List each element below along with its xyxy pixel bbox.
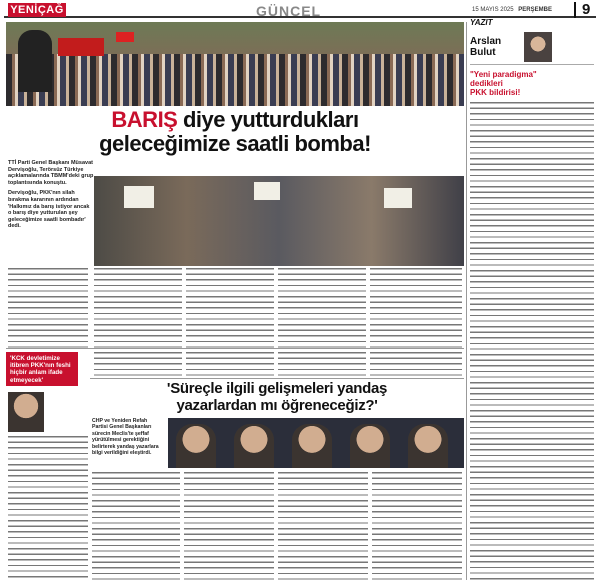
author-photo (524, 32, 552, 62)
red-banner (58, 38, 104, 56)
lead-summary-1: TTİ Parti Genel Başkanı Müsavat Dervişoğlu, Terörsüz Türkiye açıklamalarında TBMM'deki grup toplantısında konuştu. (8, 160, 94, 186)
author-rule (470, 64, 594, 65)
sub-headline (90, 380, 464, 414)
lead-body-col-2 (94, 268, 182, 376)
protest-photo (94, 176, 464, 266)
lead-headline-emphasis: BARIŞ (111, 107, 178, 132)
sub-body-col-1 (92, 472, 180, 580)
issue-day: PERŞEMBE (518, 7, 552, 13)
issue-date-text: 15 MAYIS 2025 (472, 7, 514, 13)
protest-sign (124, 186, 154, 208)
quote-box: 'KCK devletimize itibren PKK'nın feshi hiçbir anlam ifade etmeyecek' (6, 352, 78, 386)
lead-headline-rest: diye yutturdukları (177, 107, 359, 132)
column-title-line1: "Yeni paradigma" (470, 70, 537, 79)
column-title-line3: PKK bildirisi! (470, 88, 521, 97)
lead-summary (8, 160, 94, 234)
newspaper-logo: YENİÇAĞ (8, 3, 66, 17)
page-number: 9 (574, 2, 590, 18)
sub-body-col-2 (184, 472, 274, 580)
issue-date (472, 7, 552, 13)
sub-body-col-3 (278, 472, 368, 580)
crowd-image (6, 54, 464, 106)
section-title: GÜNCEL (256, 3, 322, 19)
flag-icon (116, 32, 134, 42)
column-body (470, 102, 594, 580)
author-first-name: Arslan (470, 36, 502, 47)
lead-body-col-3 (186, 268, 274, 376)
lead-summary-2: Dervişoğlu, PKK'nın silah bırakma kararının ardından 'Halkımız da barış istiyor ancak o barış diye yutturulan şey geleceğimize saatli bombadır' dedi. (8, 190, 90, 230)
column-label: YAZIT (470, 18, 493, 27)
leader-portrait (350, 424, 390, 468)
section-rule (90, 378, 464, 379)
lead-headline (6, 108, 464, 156)
lead-body-col-1 (8, 268, 88, 348)
lead-body-col-5 (370, 268, 462, 376)
leaders-photo (168, 418, 464, 468)
column-divider (466, 22, 467, 580)
leader-portrait (292, 424, 332, 468)
column-title (470, 70, 594, 97)
sub-headline-line2: yazarlardan mı öğreneceğiz?' (176, 397, 378, 414)
leader-portrait (176, 424, 216, 468)
sub-headline-line1: 'Süreçle ilgili gelişmeleri yandaş (166, 380, 388, 397)
quote-body (8, 436, 88, 580)
section-rule (6, 348, 464, 349)
speaker-figure (18, 30, 52, 92)
lead-body-col-4 (278, 268, 366, 376)
column-title-line2: dedikleri (470, 79, 503, 88)
sub-body-col-4 (372, 472, 462, 580)
protest-sign (384, 188, 412, 208)
leader-portrait (234, 424, 274, 468)
leader-portrait (408, 424, 448, 468)
lead-photo (6, 22, 464, 106)
author-last-name: Bulut (470, 47, 496, 58)
sub-summary: CHP ve Yeniden Refah Partisi Genel Başkanları sürecin Meclis'te şeffaf yürütülmesi gerektiğini belirterek yandaş yazarlara bilgi verildiğini eleştirdi. (92, 418, 159, 457)
masthead (4, 2, 596, 18)
politician-portrait (8, 392, 44, 432)
lead-headline-line2: geleceğimize saatli bomba! (99, 131, 371, 156)
protest-sign (254, 182, 280, 200)
column-author (470, 36, 501, 58)
